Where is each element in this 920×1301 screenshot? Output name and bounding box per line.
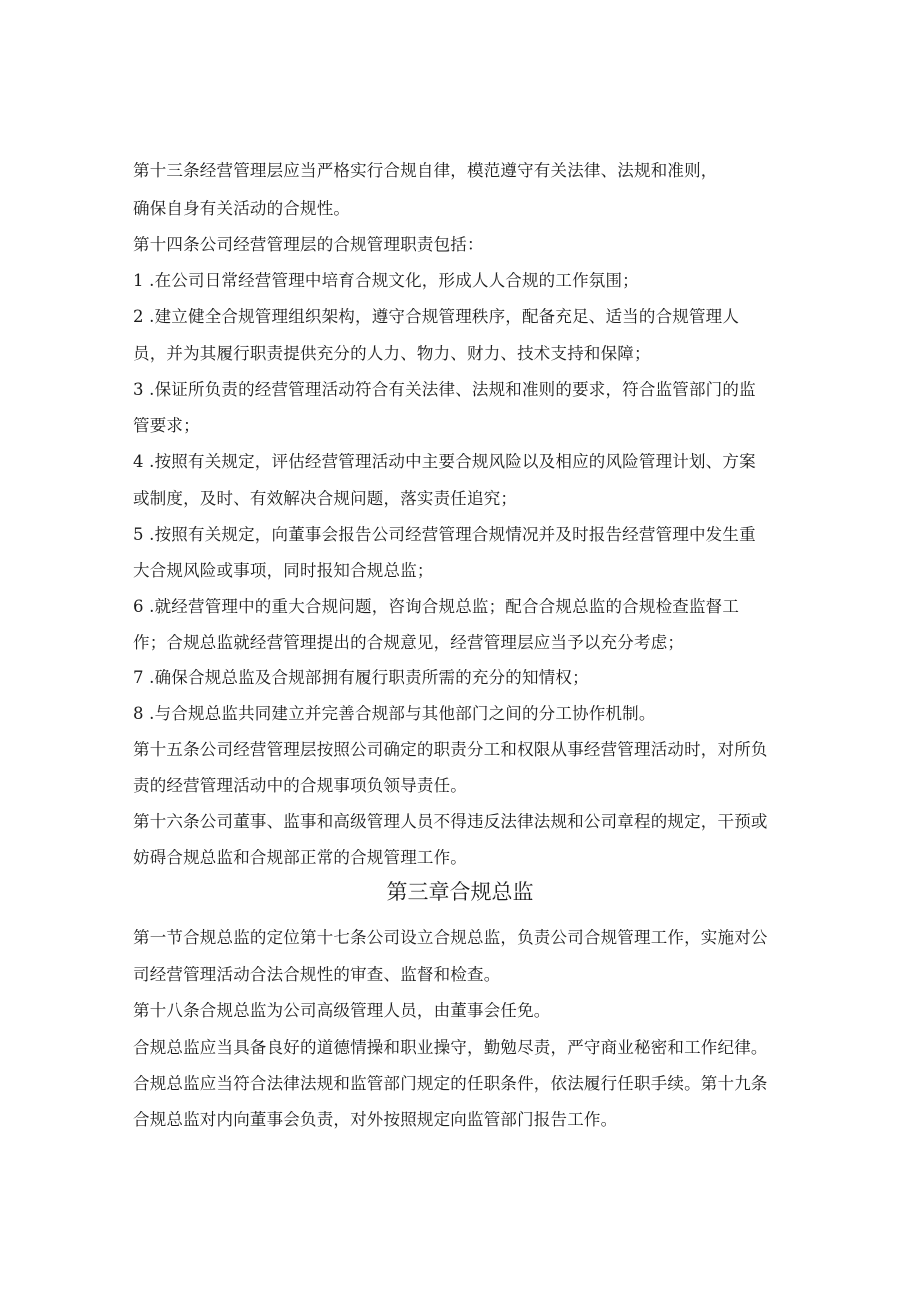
text-line: 妨碍合规总监和合规部正常的合规管理工作。: [133, 848, 467, 867]
text-line: 员，并为其履行职责提供充分的人力、物力、财力、技术支持和保障；: [133, 344, 651, 363]
text-line: 管要求；: [133, 416, 200, 435]
text-line: 司经营管理活动合法合规性的审查、监督和检查。: [133, 965, 501, 984]
text-line: 或制度，及时、有效解决合规问题，落实责任追究；: [133, 489, 518, 508]
text-line: 第十三条经营管理层应当严格实行合规自律，模范遵守有关法律、法规和准则，: [133, 161, 718, 180]
text-line: 作；合规总监就经营管理提出的合规意见，经营管理层应当予以充分考虑；: [133, 633, 685, 652]
text-line: 合规总监应当符合法律法规和监管部门规定的任职条件，依法履行任职手续。第十九条: [133, 1074, 768, 1093]
list-item-4: 4 .按照有关规定，评估经营管理活动中主要合规风险以及相应的风险管理计划、方案: [133, 452, 756, 471]
list-item-1: 1 .在公司日常经营管理中培育合规文化，形成人人合规的工作氛围；: [133, 271, 639, 290]
chapter-title: 第三章合规总监: [386, 880, 534, 904]
text-line: 第十五条公司经营管理层按照公司确定的职责分工和权限从事经营管理活动时，对所负: [133, 740, 768, 759]
text-line: 第十四条公司经营管理层的合规管理职责包括：: [133, 235, 484, 254]
list-item-5: 5 .按照有关规定，向董事会报告公司经营管理合规情况并及时报告经营管理中发生重: [133, 525, 756, 544]
list-item-7: 7 .确保合规总监及合规部拥有履行职责所需的充分的知情权；: [133, 668, 589, 687]
list-item-8: 8 .与合规总监共同建立并完善合规部与其他部门之间的分工协作机制。: [133, 704, 656, 723]
text-line: 合规总监对内向董事会负责，对外按照规定向监管部门报告工作。: [133, 1110, 618, 1129]
text-line: 第十六条公司董事、监事和高级管理人员不得违反法律法规和公司章程的规定，干预或: [133, 812, 768, 831]
text-line: 责的经营管理活动中的合规事项负领导责任。: [133, 776, 467, 795]
list-item-6: 6 .就经营管理中的重大合规问题，咨询合规总监；配合合规总监的合规检查监督工: [133, 597, 740, 616]
text-line: 第十八条合规总监为公司高级管理人员，由董事会任免。: [133, 1001, 551, 1020]
list-item-2: 2 .建立健全合规管理组织架构，遵守合规管理秩序，配备充足、适当的合规管理人: [133, 307, 740, 326]
list-item-3: 3 .保证所负责的经营管理活动符合有关法律、法规和准则的要求，符合监管部门的监: [133, 380, 756, 399]
text-line: 确保自身有关活动的合规性。: [133, 199, 351, 218]
text-line: 第一节合规总监的定位第十七条公司设立合规总监，负责公司合规管理工作，实施对公: [133, 928, 768, 947]
text-line: 大合规风险或事项，同时报知合规总监；: [133, 561, 434, 580]
text-line: 合规总监应当具备良好的道德情操和职业操守，勤勉尽责，严守商业秘密和工作纪律。: [133, 1038, 768, 1057]
